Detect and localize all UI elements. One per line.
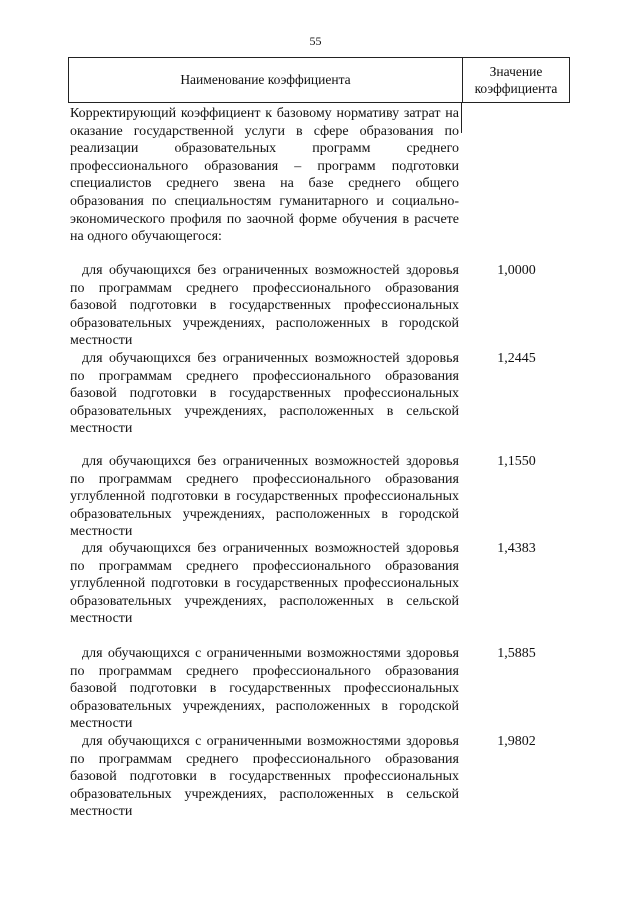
table-row	[70, 350, 570, 438]
row-coefficient: 1,0000	[497, 263, 536, 278]
column-divider	[461, 103, 462, 133]
table-row	[70, 733, 570, 821]
row-description: для обучающихся без ограниченных возможностей здоровья по программам среднего профессионального образования углубленной подготовки в государственных профессиональных образовательных учреждениях, расположенных в сельской местности	[70, 541, 459, 627]
row-description: для обучающихся с ограниченными возможностями здоровья по программам среднего профессионального образования базовой подготовки в государственных профессиональных образовательных учреждениях, расположенных в городской местности	[70, 646, 459, 732]
row-description: для обучающихся без ограниченных возможностей здоровья по программам среднего профессионального образования углубленной подготовки в государственных профессиональных образовательных учреждениях, расположенных в городской местности	[70, 454, 459, 540]
header-name-column: Наименование коэффициента	[69, 58, 463, 102]
table-row	[70, 540, 570, 628]
row-coefficient: 1,2445	[497, 351, 536, 366]
table-row	[70, 262, 570, 350]
row-coefficient: 1,4383	[497, 541, 536, 556]
row-description: для обучающихся с ограниченными возможностями здоровья по программам среднего профессионального образования базовой подготовки в государственных профессиональных образовательных учреждениях, расположенных в сельской местности	[70, 734, 459, 820]
intro-paragraph: Корректирующий коэффициент к базовому нормативу затрат на оказание государственной услуги в сфере образования по реализации образовательных программ среднего профессионального образования – программ подготовки специалистов среднего звена на базе среднего общего образования по специальностям гуманитарного и социально-экономического профиля по заочной форме обучения в расчете на одного обучающегося:	[70, 106, 459, 245]
row-coefficient: 1,9802	[497, 734, 536, 749]
row-coefficient: 1,1550	[497, 454, 536, 469]
table-row	[70, 453, 570, 541]
row-description: для обучающихся без ограниченных возможностей здоровья по программам среднего профессионального образования базовой подготовки в государственных профессиональных образовательных учреждениях, расположенных в сельской местности	[70, 351, 459, 437]
table-header	[68, 57, 570, 103]
header-value-column: Значение коэффициента	[474, 64, 558, 96]
page-number: 55	[309, 34, 322, 48]
row-coefficient: 1,5885	[497, 646, 536, 661]
row-description: для обучающихся без ограниченных возможностей здоровья по программам среднего профессионального образования базовой подготовки в государственных профессиональных образовательных учреждениях, расположенных в городской местности	[70, 263, 459, 349]
table-row	[70, 645, 570, 733]
